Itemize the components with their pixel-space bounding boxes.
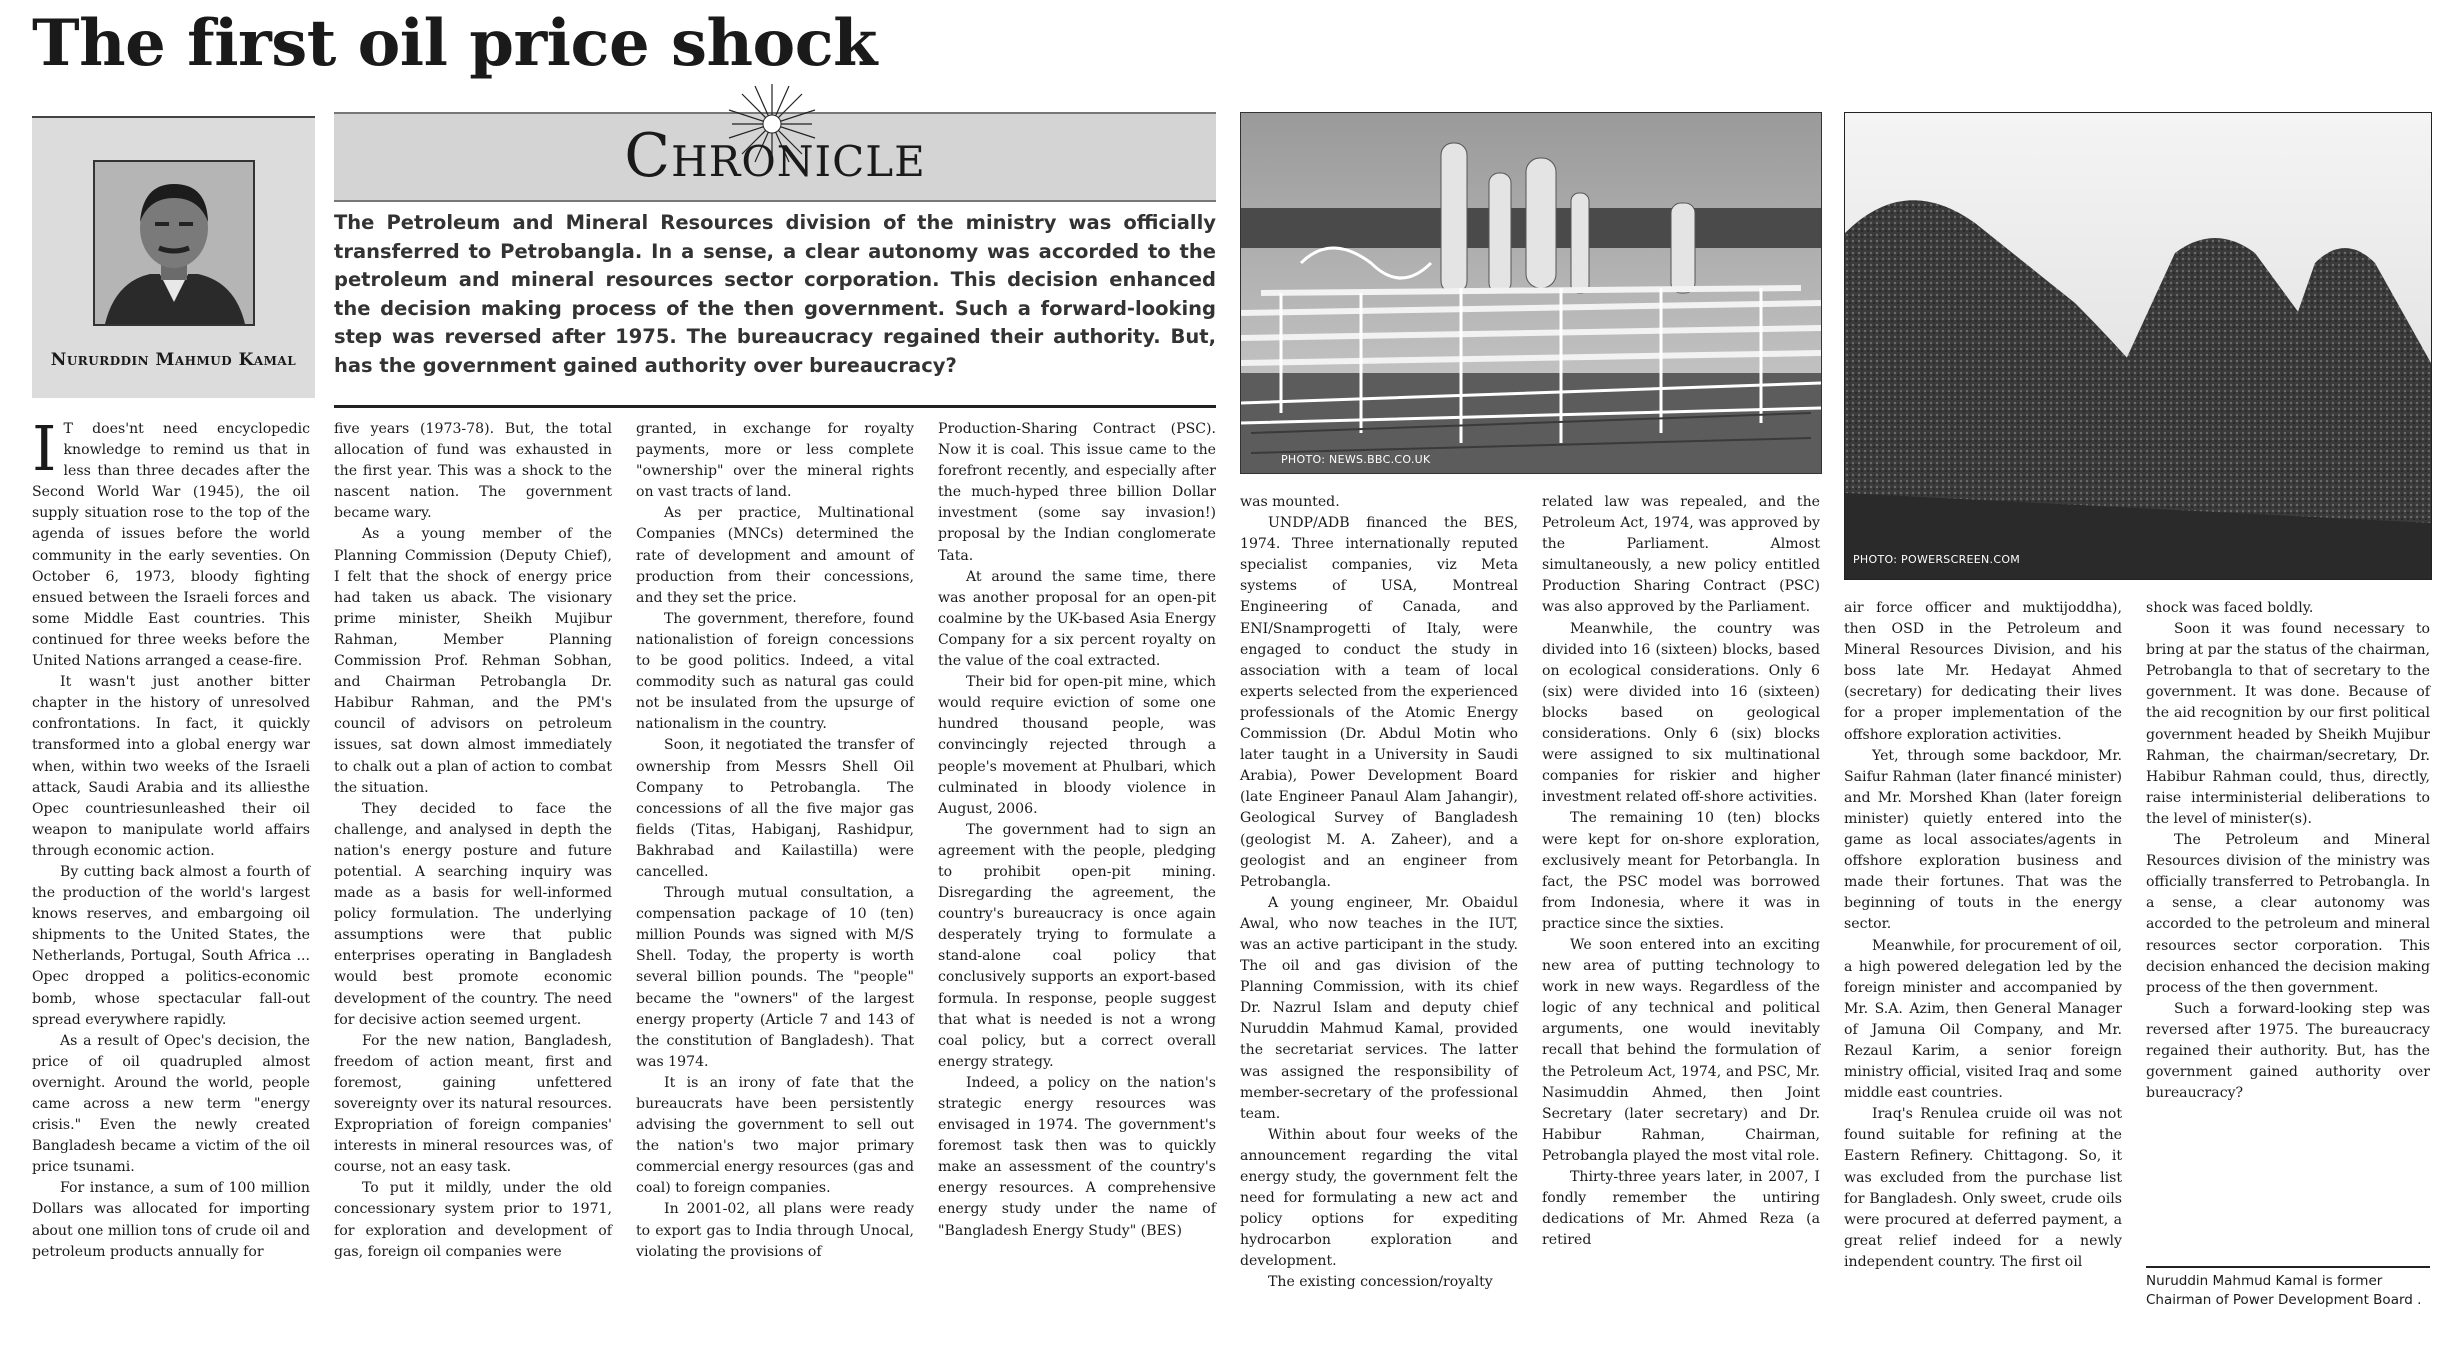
paragraph: Production-Sharing Contract (PSC). Now it is coal. This issue came to the forefront recently, and especially after the much-hyped three billion Dollar investment (some say invasion!) proposal by the Indian conglomerate Tata. [938,421,1216,564]
article-column-7 [1844,598,2122,1273]
article-column-1 [32,412,310,1263]
paragraph: five years (1973-78). But, the total allocation of fund was exhausted in the first year. This was a shock to the nascent nation. The government became wary. [334,421,612,522]
photo-credit: PHOTO: POWERSCREEN.COM [1853,553,2021,566]
paragraph: To put it mildly, under the old concessionary system prior to 1971, for exploration and development of gas, foreign oil companies were [334,1180,612,1260]
paragraph: The government, therefore, found nationalistion of foreign concessions to be good politics. Indeed, a vital commodity such as natural gas could not be insulated from the upsurge of nationalism in the country. [636,610,914,733]
paragraph: We soon entered into an exciting new area of putting technology to work in new ways. Regardless of the logic of any technical and political arguments, one would inevitably recall that behind the formulation of the Petroleum Act, 1974, and PSC, Mr. Nasimuddin Ahmed, then Joint Secretary (later secretary) and Dr. Habibur Rahman, Chairman, Petrobangla played the most vital role. [1542,936,1820,1164]
paragraph: Through mutual consultation, a compensation package of 10 (ten) million Pounds was signed with M/S Shell. Today, the property is worth several billion pounds. The "people" became the "owners" of the largest energy property (Article 7 and 143 of the constitution of Bangladesh). That was 1974. [636,885,914,1070]
coal-photo [1844,112,2432,580]
paragraph: Soon, it negotiated the transfer of ownership from Messrs Shell Oil Company to Petrobangla. The concessions of all the five major gas fields (Titas, Habiganj, Rashidpur, Bakhrabad and Kailastilla) were cancelled. [636,737,914,880]
refinery-image [1241,113,1821,473]
paragraph: related law was repealed, and the Petroleum Act, 1974, was approved by the Parliament. Almost simultaneously, a new policy entitled Production Sharing Contract (PSC) was also approved by the Parliament. [1542,494,1820,616]
article-column-8 [2146,598,2430,1104]
refinery-photo [1240,112,1822,474]
paragraph: In 2001-02, all plans were ready to export gas to India through Unocal, violating the provisions of [636,1201,914,1260]
paragraph: UNDP/ADB financed the BES, 1974. Three internationally reputed specialist companies, viz Meta systems of USA, Montreal Engineering of Canada, and ENI/Snamprogetti of Italy, were engaged to conduct the study in association with a team of local experts selected from the experienced professionals of the Atomic Energy Commission (Dr. Abdul Motin who later taught in a University in Saudi Arabia), Power Development Board (late Engineer Panaul Alam Jahangir), Geological Survey of Bangladesh (geologist M. A. Zaheer), and a geologist and an engineer from Petrobangla. [1240,515,1518,890]
paragraph: The existing concession/royalty [1268,1274,1493,1291]
paragraph: air force officer and muktijoddha), then OSD in the Petroleum and Mineral Resources Division, and his boss late Mr. Hedayat Ahmed (secretary) for dedicating their lives for a proper implementation of the offshore exploration activities. [1844,600,2122,743]
author-box [32,116,315,398]
paragraph: Within about four weeks of the announcement regarding the vital energy study, the government felt the need for formulating a new act and policy options for expediting hydrocarbon exploration and development. [1240,1126,1518,1270]
author-portrait [93,160,255,326]
paragraph: T does'nt need encyclopedic knowledge to remind us that in less than three decades after the Second World War (1945), the oil supply situation rose to the top of the agenda of issues before the world community in the early seventies. On October 6, 1973, bloody fighting ensued between the Israeli forces and some Middle East countries. This continued for three weeks before the United Nations arranged a cease-fire. [32,421,310,670]
divider [334,405,1216,408]
paragraph: Soon it was found necessary to bring at par the status of the chairman, Petrobangla to that of secretary to the government. It was done. Because of the aid recognition by our first political government headed by Sheikh Mujibur Rahman, the chairman/secretary, Dr. Habibur Rahman could, thus, directly, raise interministerial deliberations to the level of minister(s). [2146,621,2430,827]
paragraph: The remaining 10 (ten) blocks were kept for on-shore exploration, exclusively meant for Petorbangla. In fact, the PSC model was borrowed from Indonesia, where it was in practice since the sixties. [1542,810,1820,932]
paragraph: It is an irony of fate that the bureaucrats have been persistently advising the government to sell out the nation's two major primary commercial energy resources (gas and coal) to foreign companies. [636,1074,914,1197]
article-column-4 [938,419,1216,1242]
paragraph: Their bid for open-pit mine, which would require eviction of some one hundred thousand people, was convincingly rejected through a people's movement at Phulbari, which culminated in bloody violence in August, 2006. [938,674,1216,817]
photo-credit: PHOTO: NEWS.BBC.CO.UK [1281,453,1431,466]
article-column-5 [1240,492,1518,1294]
paragraph: granted, in exchange for royalty payments, more or less complete "ownership" over the mineral rights on vast tracts of land. [636,421,914,501]
paragraph: For the new nation, Bangladesh, freedom of action meant, first and foremost, gaining unfettered sovereignty over its natural resources. Expropriation of foreign companies' interests in mineral resources was, of course, not an easy task. [334,1032,612,1176]
paragraph: As per practice, Multinational Companies (MNCs) determined the rate of development and amount of production from their concessions, and they set the price. [636,505,914,606]
coal-piles-image [1845,113,2431,579]
paragraph: was mounted. [1240,494,1340,510]
paragraph: At around the same time, there was another proposal for an open-pit coalmine by the UK-based Asia Energy Company for a six percent royalty on the value of the coal extracted. [938,568,1216,670]
author-byline: Nururddin Mahmud Kamal [50,350,297,370]
paragraph: It wasn't just another bitter chapter in the history of unresolved confrontations. In fact, it quickly transformed into a global energy war when, within two weeks of the Israeli attack, Saudi Arabia and its alliesthe Opec countriesunleashed their oil weapon to manipulate world affairs through economic action. [32,674,310,859]
paragraph: Such a forward-looking step was reversed after 1975. The bureaucracy regained their authority. But, has the government gained authority over bureaucracy? [2146,1000,2430,1102]
divider [2146,1266,2430,1268]
paragraph: Meanwhile, the country was divided into 16 (sixteen) blocks, based on ecological considerations. Only 6 (six) were divided into 16 (sixteen) blocks based on geological considerations. Only 6 (six) blocks were assigned to six multinational companies for riskier and higher investment related off-shore activities. [1542,620,1820,806]
paragraph: Meanwhile, for procurement of oil, a high powered delegation led by the foreign minister and accompanied by Mr. S.A. Azim, then General Manager of Jamuna Oil Company, and Mr. Rezaul Karim, a senior foreign ministry official, visited Iraq and some middle east countries. [1844,937,2123,1102]
paragraph: shock was faced boldly. [2146,600,2314,616]
paragraph: For instance, a sum of 100 million Dollars was allocated for importing about one million tons of crude oil and petroleum products annually for [32,1180,310,1260]
article-column-2 [334,419,612,1263]
paragraph: Iraq's Renulea cruide oil was not found suitable for refining at the Eastern Refinery. Chittagong. So, it was excluded from the purchase list for Bangladesh. Only sweet, crude oils were procured at deferred payment, a great relief indeed for a newly independent country. The first oil [1844,1106,2122,1270]
drop-cap: I [32,412,57,485]
paragraph: As a result of Opec's decision, the price of oil quadrupled almost overnight. Around the world, people came across a new term "energy crisis." Even the newly created Bangladesh became a victim of the oil price tsunami. [32,1032,310,1176]
chronicle-intro: The Petroleum and Mineral Resources division of the ministry was officially transferred to Petrobangla. In a sense, a clear autonomy was accorded to the petroleum and mineral resources sector corporation. This decision enhanced the decision making process of the then government. Such a forward-looking step was reversed after 1975. The bureaucracy regained their authority. But, has the government gained authority over bureaucracy? [334,211,1216,377]
author-bio: Nuruddin Mahmud Kamal is former Chairman of Power Development Board . [2146,1273,2422,1308]
paragraph: Yet, through some backdoor, Mr. Saifur Rahman (later financé minister) and Mr. Morshed Khan (later foreign minister) quietly entered into the game as local associates/agents in offshore exploration business and made their fortunes. That was the beginning of touts in the energy sector. [1844,747,2122,933]
article-column-6 [1542,492,1820,1251]
paragraph: The Petroleum and Mineral Resources division of the ministry was officially transferred to Petrobangla. In a sense, a clear autonomy was accorded to the petroleum and mineral resources sector corporation. This decision enhanced the decision making process of the then government. [2146,832,2430,996]
paragraph: Thirty-three years later, in 2007, I fondly remember the untiring dedications of Mr. Ahmed Reza (a retired [1542,1169,1820,1249]
paragraph: A young engineer, Mr. Obaidul Awal, who now teaches in the IUT, was an active participant in the study. The oil and gas division of the Planning Commission, with its chief Dr. Nazrul Islam and deputy chief Nuruddin Mahmud Kamal, provided the secretariat services. The latter was assigned the responsibility of member-secretary of the professional team. [1240,894,1518,1122]
article-column-3 [636,419,914,1263]
chronicle-title: Chronicle [624,121,926,191]
paragraph: Indeed, a policy on the nation's strategic energy resources was envisaged in 1974. The government's foremost task then was to quickly make an assessment of the country's energy resources. A comprehensive energy study under the name of "Bangladesh Energy Study" (BES) [938,1074,1216,1239]
headline: The first oil price shock [32,6,877,81]
paragraph: The government had to sign an agreement with the people, pledging to prohibit open-pit mining. Disregarding the agreement, the country's bureaucracy is once again desperately trying to formulate a stand-alone coal policy that conclusively supports an export-based formula. In response, people suggest that what is needed is not a wrong coal policy, but a correct overall energy strategy. [938,821,1216,1070]
paragraph: By cutting back almost a fourth of the production of the world's largest knows reserves, and embargoing oil shipments to the United States, the Netherlands, Portugal, South Africa ... Opec dropped a politics-economic bomb, whose spectacular fall-out spread everywhere rapidly. [32,863,310,1028]
paragraph: As a young member of the Planning Commission (Deputy Chief), I felt that the shock of energy price had taken us aback. The visionary prime minister, Sheikh Mujibur Rahman, Member Planning Commission Prof. Rehman Sobhan, and Chairman Petrobangla Dr. Habibur Rahman, and the PM's council of advisors on petroleum issues, sat down almost immediately to chalk out a plan of action to combat the situation. [334,526,612,796]
author-portrait-drawing [95,162,253,324]
paragraph: They decided to face the challenge, and analysed in depth the nation's energy posture and future potential. A searching inquiry was made as a basis for well-informed policy formulation. The underlying assumptions were that public enterprises operating in Bangladesh would best promote economic development of the country. The need for decisive action seemed urgent. [334,800,612,1028]
